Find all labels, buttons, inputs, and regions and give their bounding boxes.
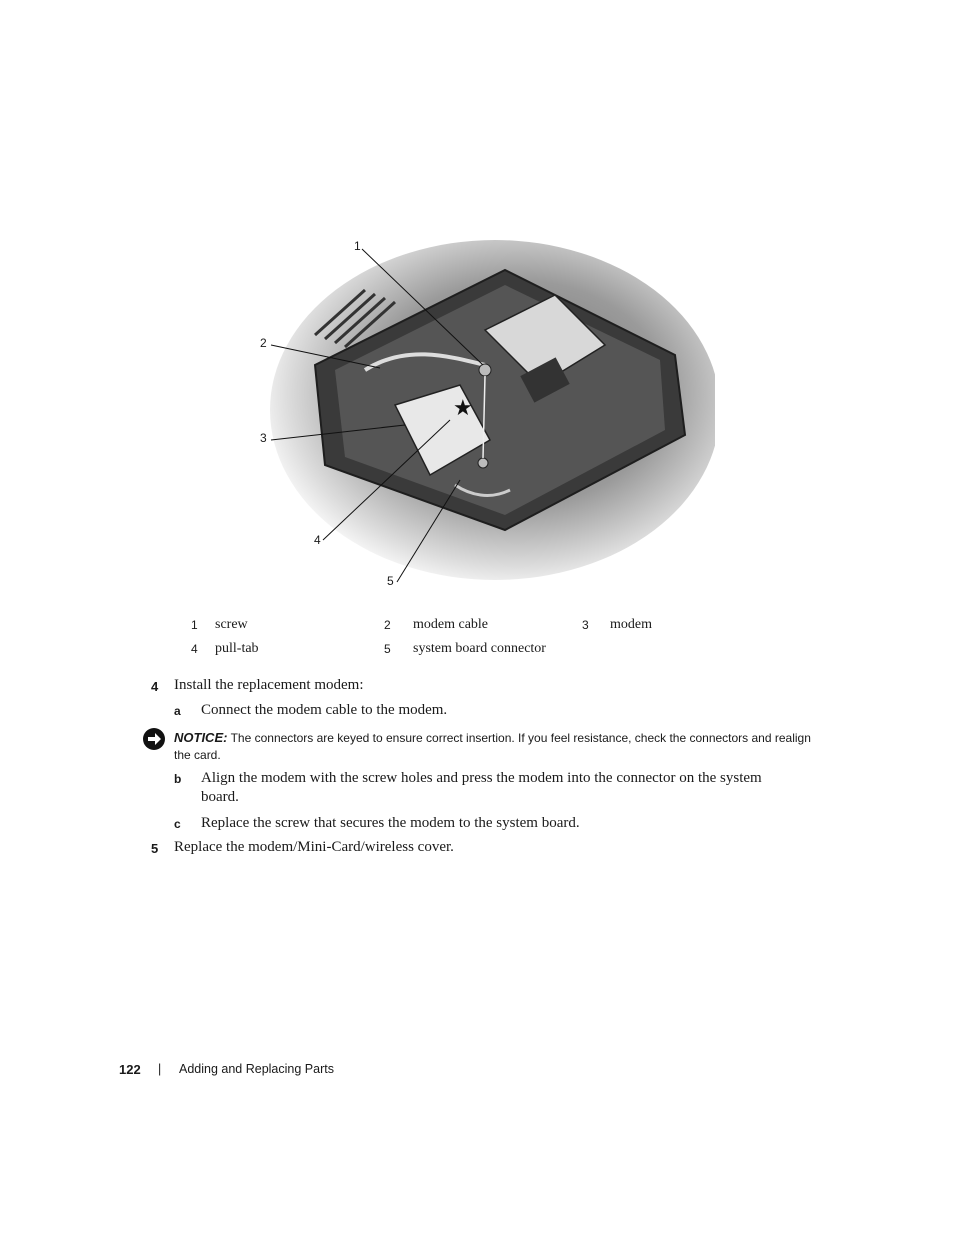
page-number: 122 <box>119 1062 141 1077</box>
footer-separator: | <box>158 1062 162 1076</box>
legend-label-5: system board connector <box>413 641 546 656</box>
callout-5: 5 <box>387 574 394 588</box>
legend-num-1: 1 <box>191 618 198 632</box>
substep-c-letter: c <box>174 817 181 831</box>
notice-arrow-icon <box>142 727 166 751</box>
callout-1: 1 <box>354 239 361 253</box>
substep-c-text: Replace the screw that secures the modem to the system board. <box>201 815 580 831</box>
substep-a-text: Connect the modem cable to the modem. <box>201 702 448 718</box>
substep-b-letter: b <box>174 772 182 786</box>
svg-text:★: ★ <box>453 396 473 421</box>
step-5-number: 5 <box>151 841 159 856</box>
notice-block <box>174 729 814 764</box>
substep-b-text: Align the modem with the screw holes and press the modem into the connector on the system board. <box>201 770 762 805</box>
footer-section-title: Adding and Replacing Parts <box>179 1062 334 1076</box>
legend-num-2: 2 <box>384 618 391 632</box>
step-4-number: 4 <box>151 679 159 694</box>
legend-num-5: 5 <box>384 642 391 656</box>
legend-num-3: 3 <box>582 618 589 632</box>
notice-label: NOTICE: <box>174 730 228 745</box>
callout-3: 3 <box>260 431 267 445</box>
step-5-text: Replace the modem/Mini-Card/wireless cover. <box>174 839 454 855</box>
callout-2: 2 <box>260 336 267 350</box>
legend-num-4: 4 <box>191 642 198 656</box>
modem-illustration <box>255 235 715 595</box>
legend-label-3: modem <box>610 617 652 632</box>
notice-text: The connectors are keyed to ensure correct insertion. If you feel resistance, check the connectors and realign the card. <box>174 731 811 762</box>
step-4-text: Install the replacement modem: <box>174 677 364 693</box>
legend-label-2: modem cable <box>413 617 489 632</box>
legend-label-1: screw <box>215 617 248 632</box>
substep-a-letter: a <box>174 704 181 718</box>
callout-4: 4 <box>314 533 321 547</box>
legend-label-4: pull-tab <box>215 641 259 656</box>
